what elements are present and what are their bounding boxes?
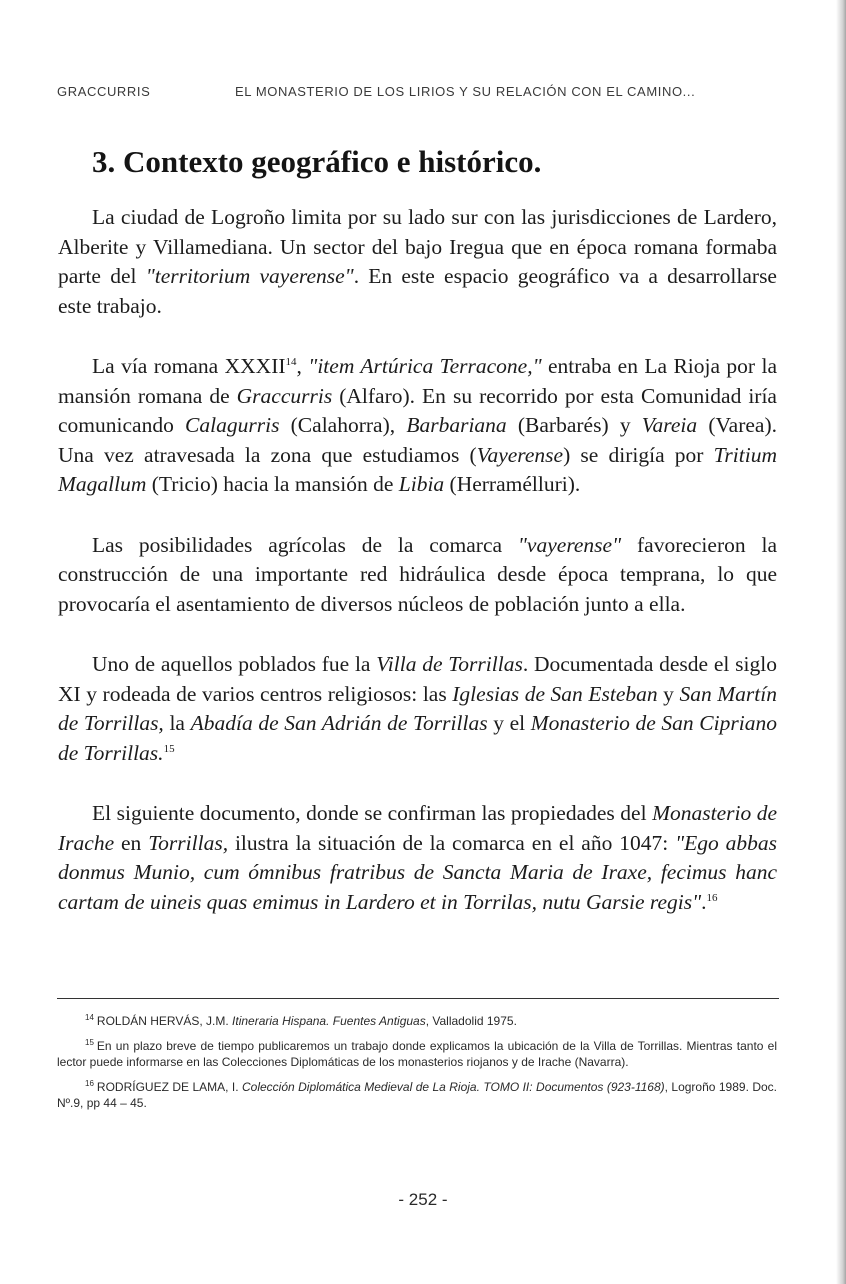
paragraph-3 xyxy=(58,531,777,620)
text-run: , Logroño 1989. Doc. Nº.9, pp 44 – 45. xyxy=(57,1080,778,1110)
section-heading: 3. Contexto geográfico e histórico. xyxy=(92,144,542,179)
text-run: (Varea). Una vez atravesada la zona que estudiamos ( xyxy=(58,413,777,467)
text-run: entraba en La Rioja por la mansión romana de xyxy=(58,354,777,408)
italic-run: "vayerense" xyxy=(517,532,622,557)
footnote-16 xyxy=(57,1079,777,1111)
text-run: la xyxy=(163,711,191,735)
text-run: (Alfaro). En su recorrido por esta Comunidad iría comunicando xyxy=(58,383,777,437)
footnote-14 xyxy=(57,1013,777,1029)
italic-run: Barbariana xyxy=(406,413,507,437)
paragraph-5 xyxy=(58,799,777,917)
footnote-15 xyxy=(57,1038,777,1070)
text-run: en xyxy=(114,830,149,855)
running-header xyxy=(57,84,794,102)
italic-run: Monasterio de Irache xyxy=(58,801,777,855)
italic-run: Iglesias de San Esteban xyxy=(452,681,658,706)
page-number: - 252 - xyxy=(398,1190,448,1209)
text-run: (Tricio) hacia la mansión de xyxy=(146,472,399,496)
italic-run: Torrillas, xyxy=(148,830,229,855)
footnote-number: 16 xyxy=(85,1079,94,1088)
text-run: y xyxy=(657,681,680,706)
italic-run: San Martín de Torrillas, xyxy=(58,681,777,735)
footnote-number: 14 xyxy=(85,1013,94,1022)
text-run: ) se dirigía por xyxy=(563,442,714,467)
italic-run: Abadía de San Adrián de Torrillas xyxy=(190,711,488,735)
italic-run: Libia xyxy=(398,472,445,496)
text-run: Las posibilidades agrícolas de la comarca xyxy=(92,532,518,557)
text-run: , xyxy=(296,354,309,378)
italic-run: Colección Diplomática Medieval de La Rioja. TOMO II: Documentos (923-1168) xyxy=(242,1080,665,1094)
text-run: RODRÍGUEZ DE LAMA, I. xyxy=(96,1080,242,1094)
text-run: (Barbarés) y xyxy=(506,413,642,437)
text-run: En un plazo breve de tiempo publicaremos un trabajo donde explicamos la ubicación de la Villa de Torrillas. Mientras tanto el lector puede informarse en las Colecciones Diplomáticas de los monasterios riojanos y de Irache (Navarra). xyxy=(57,1039,777,1069)
paragraph-1 xyxy=(58,203,777,321)
page-edge-shadow xyxy=(836,0,846,1284)
text-run: ROLDÁN HERVÁS, J.M. xyxy=(96,1014,233,1028)
footnote-separator xyxy=(57,998,779,999)
text-run: (Herramélluri). xyxy=(444,472,581,496)
header-article-title: EL MONASTERIO DE LOS LIRIOS Y SU RELACIÓN CON EL CAMINO... xyxy=(235,84,696,99)
italic-run: "Ego abbas donmus Munio, cum ómnibus fratribus de Sancta Maria de Iraxe, fecimus hanc cartam de uineis quas emimus in Lardero et in Torrilas, nutu Garsie regis" xyxy=(58,830,778,914)
italic-run: Vareia xyxy=(641,413,698,437)
paragraph-4 xyxy=(58,650,777,768)
text-run: . En este espacio geográfico va a desarrollarse este trabajo. xyxy=(58,264,777,318)
italic-run: "item Artúrica Terracone," xyxy=(308,354,542,378)
footnotes xyxy=(57,1013,777,1120)
body-text xyxy=(58,203,777,948)
footnote-ref-15[interactable]: 15 xyxy=(163,742,175,755)
italic-run: Monasterio de San Cipriano de Torrillas. xyxy=(58,711,777,765)
text-run: favorecieron la construcción de una importante red hidráulica desde época temprana, lo que provocaría el asentamiento de diversos núcleos de población junto a ella. xyxy=(58,532,777,616)
header-journal-name: GRACCURRIS xyxy=(57,84,151,99)
italic-run: Tritium Magallum xyxy=(58,442,777,496)
italic-run: Calagurris xyxy=(185,413,280,437)
italic-run: Itineraria Hispana. Fuentes Antiguas xyxy=(232,1014,426,1028)
italic-run: "territorium vayerense" xyxy=(145,264,354,288)
text-run: (Calahorra), xyxy=(279,413,407,437)
footnote-number: 15 xyxy=(85,1038,94,1047)
text-run: ilustra la situación de la comarca en el año 1047: xyxy=(228,830,676,855)
italic-run: Vayerense xyxy=(476,442,564,467)
text-run: , Valladolid 1975. xyxy=(425,1014,517,1028)
italic-run: Graccurris xyxy=(236,383,333,408)
text-run: La ciudad de Logroño limita por su lado sur con las jurisdicciones de Lardero, Alberite y Villamediana. Un sector del bajo Iregua que en época romana formaba parte del xyxy=(58,205,777,288)
italic-run: Villa de Torrillas xyxy=(376,652,523,676)
text-run: La vía romana XXXII xyxy=(92,354,286,378)
text-run: El siguiente documento, donde se confirman las propiedades del xyxy=(92,801,653,825)
footnote-ref-16[interactable]: 16 xyxy=(706,891,718,904)
text-run: . xyxy=(701,889,707,914)
text-run: . Documentada desde el siglo XI y rodeada de varios centros religiosos: las xyxy=(58,652,777,706)
text-run: y el xyxy=(487,711,531,735)
text-run: Uno de aquellos poblados fue la xyxy=(92,652,377,676)
footnote-ref-14[interactable]: 14 xyxy=(285,355,297,368)
paragraph-2 xyxy=(58,352,777,500)
